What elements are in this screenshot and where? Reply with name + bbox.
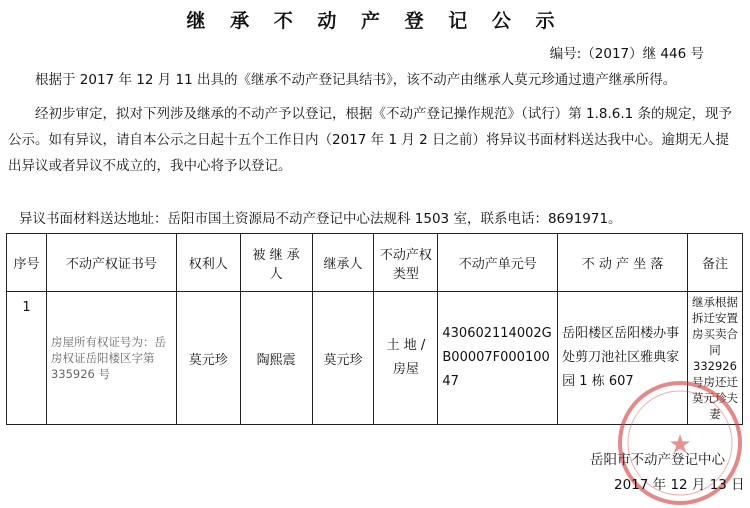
document-number: 编号:（2017）继 446 号 <box>549 46 704 62</box>
header-heir: 继承人 <box>312 234 374 292</box>
header-seq: 序号 <box>7 234 47 292</box>
header-remark: 备注 <box>687 234 742 292</box>
cell-heir: 莫元珍 <box>312 292 374 425</box>
header-decedent: 被 继 承 人 <box>240 234 312 292</box>
cell-unit: 430602114002GB00007F00010047 <box>438 292 558 425</box>
issue-date: 2017 年 12 月 13 日 <box>614 477 745 493</box>
cell-type: 土 地 / 房屋 <box>374 292 438 425</box>
table-header-row <box>7 234 743 292</box>
paragraph-review: 经初步审定，拟对下列涉及继承的不动产予以登记，根据《不动产登记操作规范》（试行）第 1.8.6.1 条的规定，现予公示。如有异议，请自本公示之日起十五个工作日内（2017 年 1 月 2 日之前）将异议书面材料送达我中心。逾期无人提出异议或者异议不成立的，我中心将予以登记。 <box>8 106 733 174</box>
notice-title: 继 承 不 动 产 登 记 公 示 <box>186 10 564 32</box>
header-cert: 不动产权证书号 <box>46 234 176 292</box>
header-holder: 权利人 <box>176 234 240 292</box>
cell-seq: 1 <box>7 292 47 425</box>
header-type: 不动产权类型 <box>374 234 438 292</box>
svg-text:★: ★ <box>668 430 692 460</box>
cell-location: 岳阳楼区岳阳楼办事处剪刀池社区雅典家园 1 栋 607 <box>558 292 688 425</box>
cell-holder: 莫元珍 <box>176 292 240 425</box>
cell-decedent: 陶熙震 <box>240 292 312 425</box>
header-unit: 不动产单元号 <box>438 234 558 292</box>
issuer-name: 岳阳市不动产登记中心 <box>590 452 725 468</box>
cell-remark: 继承根据拆迁安置房买卖合同 332926 号房还迁莫元珍夫妻 <box>687 292 742 425</box>
header-location: 不 动 产 坐 落 <box>558 234 688 292</box>
objection-address: 异议书面材料送达地址：岳阳市国土资源局不动产登记中心法规科 1503 室，联系电话：8691971。 <box>19 211 622 227</box>
cell-cert: 房屋所有权证号为：岳房权证岳阳楼区字第 335926 号 <box>46 292 176 425</box>
paragraph-basis: 根据于 2017 年 12 月 11 出具的《继承不动产登记具结书》，该不动产由继承人莫元珍通过遗产继承所得。 <box>35 72 677 88</box>
